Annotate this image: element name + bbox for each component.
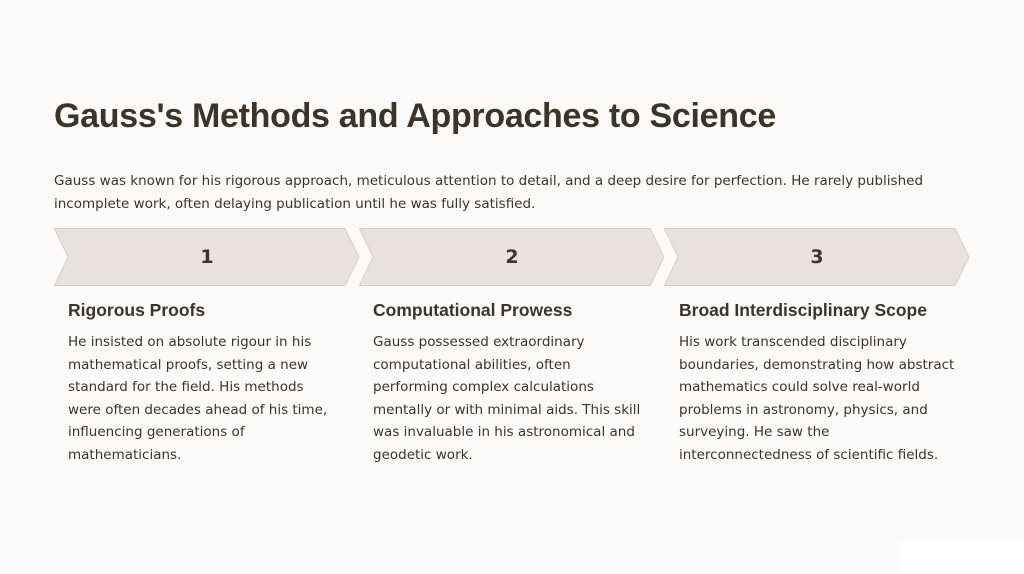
step-chevron-1	[54, 228, 360, 286]
step-column-3	[679, 297, 959, 466]
step-text-2: Gauss possessed extraordinary computational abilities, often performing complex calculations mentally or with minimal aids. This skill was invaluable in his astronomical and geodetic work.	[373, 334, 641, 463]
step-number-1: 1	[200, 246, 214, 268]
step-heading-1: Rigorous Proofs	[68, 300, 206, 320]
step-chevron-3	[664, 228, 970, 286]
step-chevrons	[0, 228, 1024, 286]
step-number-2: 2	[505, 246, 519, 268]
step-chevron-2	[359, 228, 665, 286]
step-text-3: His work transcended disciplinary boundaries, demonstrating how abstract mathematics could solve real-world problems in astronomy, physics, and surveying. He saw the interconnectedness of scientific fields.	[679, 334, 955, 463]
step-heading-2: Computational Prowess	[373, 300, 573, 320]
step-column-2	[373, 297, 643, 466]
step-text-1: He insisted on absolute rigour in his mathematical proofs, setting a new standard for the field. His methods were often decades ahead of his time, influencing generations of mathematicians.	[68, 334, 328, 463]
intro-paragraph: Gauss was known for his rigorous approach, meticulous attention to detail, and a deep desire for perfection. He rarely published incomplete work, often delaying publication until he was fully satisfied.	[54, 173, 924, 212]
step-heading-3: Broad Interdisciplinary Scope	[679, 300, 927, 320]
step-number-3: 3	[810, 246, 824, 268]
corner-patch	[899, 540, 1024, 574]
step-column-1	[68, 297, 338, 466]
page-title: Gauss's Methods and Approaches to Science	[54, 97, 776, 135]
